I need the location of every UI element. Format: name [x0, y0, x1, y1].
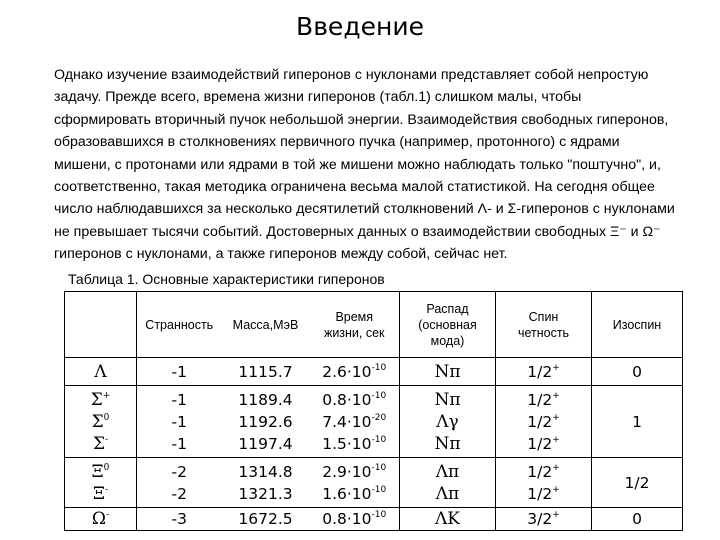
cell-isospin: 1 — [592, 386, 683, 458]
cell-strangeness: -3 — [137, 508, 222, 531]
header-mass: Масса,МэВ — [222, 292, 310, 358]
table-row-xi — [65, 458, 683, 508]
cell-mass: 1189.4 1192.6 1197.4 — [222, 386, 310, 458]
cell-spin: 3/2+ — [496, 508, 592, 531]
header-decay — [400, 292, 496, 358]
particle-symbol: $\Sigma^0$ — [91, 411, 110, 432]
header-lifetime — [310, 292, 400, 358]
paragraph-line: соответственно, такая методика ограничена весьма малой статистикой. На сегодня общее — [54, 179, 655, 196]
particle-symbol: Ξ- — [92, 483, 108, 504]
cell-strangeness: -1 -1 -1 — [137, 386, 222, 458]
cell-isospin: 1/2 — [592, 458, 683, 508]
cell-mass: 1115.7 — [222, 358, 310, 386]
hyperon-table — [64, 291, 683, 531]
particle-symbol: Ω- — [91, 509, 110, 529]
header-empty-cell — [65, 292, 137, 358]
cell-strangeness: -1 — [137, 358, 222, 386]
paragraph-line: образовавшихся в столкновениях первичного пучка (например, протонного) с ядрами — [54, 134, 620, 151]
paragraph-line: Однако изучение взаимодействий гиперонов с нуклонами представляет собой непростую — [54, 67, 649, 83]
table-caption: Таблица 1. Основные характеристики гиперонов — [68, 271, 385, 287]
slide-title: Введение — [296, 12, 424, 41]
table-row-lambda — [65, 358, 683, 386]
cell-symbol — [65, 386, 137, 458]
particle-symbol: Λ — [94, 361, 107, 382]
cell-isospin: 0 — [592, 508, 683, 531]
cell-lifetime: $2.6\cdot 10^{-10}$ — [310, 358, 400, 386]
paragraph-line: не превышает тысячи событий. Достоверных данных о взаимодействии свободных Ξ⁻ и Ω⁻ — [54, 223, 661, 240]
paragraph-line: гиперонов с нуклонами, а также гиперонов между собой, сейчас нет. — [54, 246, 508, 263]
cell-spin: 1/2+ 1/2+ 1/2+ — [496, 386, 592, 458]
cell-decay: ΛK — [400, 508, 496, 531]
cell-spin: 1/2+ 1/2+ — [496, 458, 592, 508]
intro-paragraph — [54, 64, 694, 266]
paragraph-line: задачу. Прежде всего, времена жизни гиперонов (табл.1) слишком малы, чтобы — [54, 89, 582, 106]
header-decay-line: (основная — [418, 317, 477, 332]
table-row-sigma — [65, 386, 683, 458]
particle-symbol: Σ+ — [90, 389, 111, 410]
header-lifetime-line: Время — [335, 309, 374, 324]
header-lifetime-line: жизни, сек — [323, 325, 385, 340]
particle-symbol: $\Xi^0$ — [91, 461, 110, 482]
cell-lifetime: $2.9\cdot 10^{-10}$ $1.6\cdot 10^{-10}$ — [310, 458, 400, 508]
cell-mass: 1672.5 — [222, 508, 310, 531]
cell-mass: 1314.8 1321.3 — [222, 458, 310, 508]
header-spin-line: Спин — [528, 309, 559, 324]
particle-symbol: Σ- — [92, 433, 109, 454]
cell-lifetime: $0.8\cdot 10^{-10}$ — [310, 508, 400, 531]
cell-lifetime: $0.8\cdot 10^{-10}$ $7.4\cdot 10^{-20}$ $1.5\cdot 10^{-10}$ — [310, 386, 400, 458]
table-header-row — [65, 292, 683, 358]
cell-symbol — [65, 508, 137, 531]
cell-decay: Nπ — [400, 358, 496, 386]
header-spin — [496, 292, 592, 358]
header-decay-line: мода) — [430, 333, 465, 348]
header-strangeness: Странность — [137, 292, 222, 358]
header-isospin: Изоспин — [592, 292, 683, 358]
cell-symbol — [65, 458, 137, 508]
cell-strangeness: -2 -2 — [137, 458, 222, 508]
cell-isospin: 0 — [592, 358, 683, 386]
paragraph-line: сформировать вторичный пучок небольшой энергии. Взаимодействия свободных гиперонов, — [54, 111, 669, 128]
header-spin-line: четность — [517, 325, 570, 340]
header-decay-line: Распад — [426, 301, 469, 316]
cell-decay: Nπ Λγ Nπ — [400, 386, 496, 458]
cell-decay: Λπ Λπ — [400, 458, 496, 508]
cell-spin: 1/2+ — [496, 358, 592, 386]
paragraph-line: число наблюдавшихся за несколько десятилетий столкновений Λ- и Σ-гиперонов с нуклонами — [54, 201, 675, 218]
cell-symbol — [65, 358, 137, 386]
paragraph-line: мишени, с протонами или ядрами в той же мишени можно наблюдать только "поштучно", и, — [54, 156, 661, 173]
table-row-omega — [65, 508, 683, 531]
